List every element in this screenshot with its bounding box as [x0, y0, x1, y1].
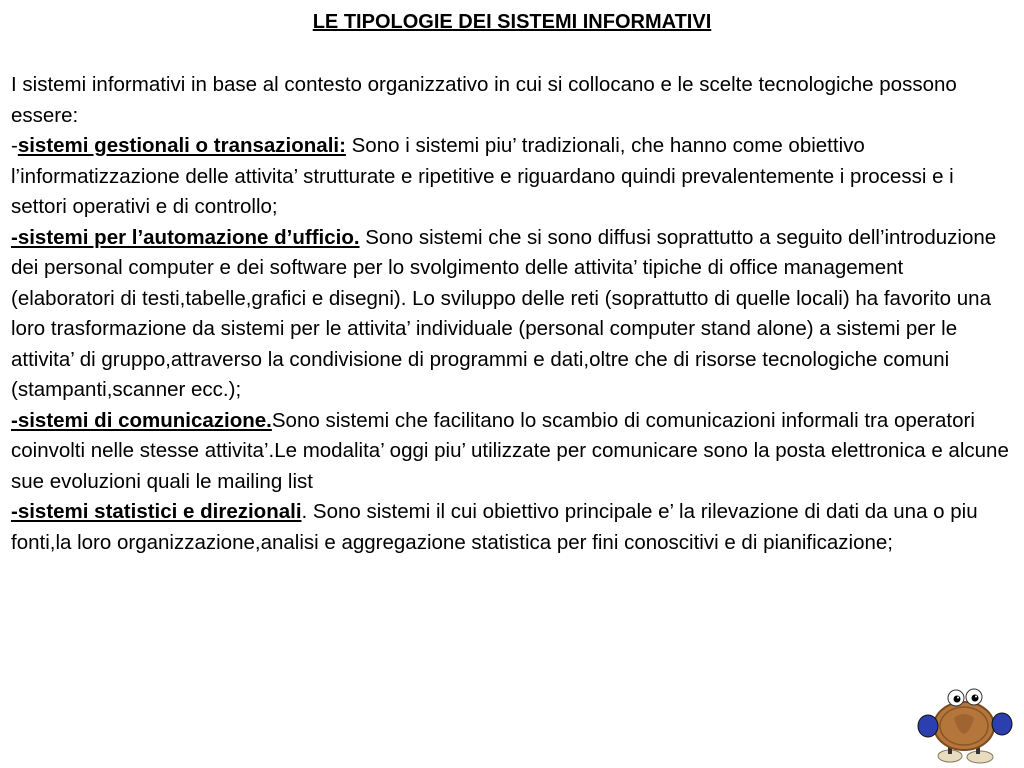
- list-item-statistici: [11, 497, 1011, 558]
- item-text: Sono sistemi che si sono diffusi soprattutto a seguito dell’introduzione dei personal computer e dei software per lo svolgimento delle attivita’ tipiche di office management (elaboratori di testi,tabelle,grafici e disegni). Lo sviluppo delle reti (soprattutto di quelle locali) ha favorito una loro trasformazione da sistemi per le attivita’ individuale (personal computer stand alone) a sistemi per le attivita’ di gruppo,attraverso la condivisione di programmi e dati,oltre che di risorse tecnologiche comuni (stampanti,scanner ecc.);: [11, 225, 997, 401]
- item-term: -sistemi di comunicazione.: [11, 408, 272, 432]
- intro-paragraph: I sistemi informativi in base al contesto organizzativo in cui si collocano e le scelte tecnologiche possono essere:: [11, 73, 957, 127]
- item-term: -sistemi per l’automazione d’ufficio.: [11, 225, 360, 249]
- list-item-automazione: [11, 223, 1011, 406]
- right-glove: [992, 713, 1012, 735]
- item-term: -sistemi statistici e direzionali: [11, 500, 302, 523]
- item-term: sistemi gestionali o transazionali:: [17, 134, 346, 157]
- list-item-gestionali: [11, 131, 1011, 223]
- list-item-comunicazione: [11, 406, 1011, 498]
- item-text: Sono sistemi che facilitano lo scambio di comunicazioni informali tra operatori coinvolti nelle stesse attivita’.Le modalita’ oggi piu’ utilizzate per comunicare sono la posta elettronica e alcune sue evoluzioni quali le mailing list: [11, 408, 1009, 493]
- item-prefix: -: [11, 134, 18, 157]
- page-title: LE TIPOLOGIE DEI SISTEMI INFORMATIVI: [312, 11, 712, 33]
- slide-body: [11, 70, 1011, 558]
- item-text: . Sono sistemi il cui obiettivo principale e’ la rilevazione di dati da una o piu fonti,la loro organizzazione,analisi e aggregazione statistica per fini conoscitivi e di pianificazione;: [11, 500, 978, 554]
- coin-character-icon: [914, 686, 1014, 764]
- left-glove: [918, 715, 938, 737]
- item-text: Sono i sistemi piu’ tradizionali, che hanno come obiettivo l’informatizzazione delle attivita’ strutturate e ripetitive e riguardano quindi prevalentemente i processi e i settori operativi e di controllo;: [11, 134, 954, 218]
